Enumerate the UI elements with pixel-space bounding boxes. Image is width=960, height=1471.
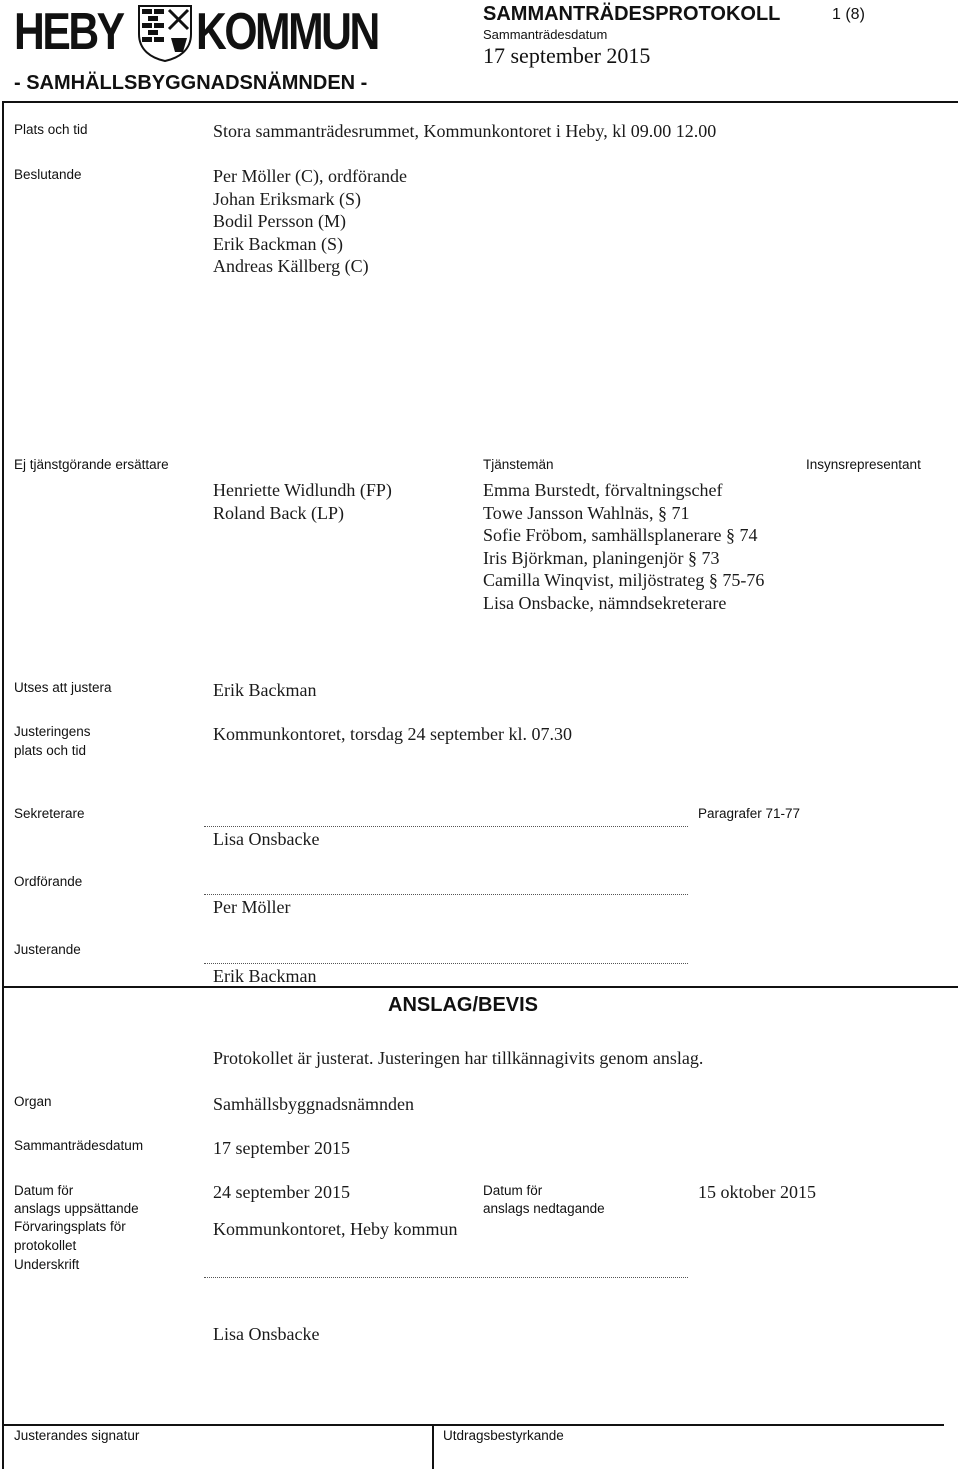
chair-label: Ordförande	[14, 874, 83, 889]
list-item: Towe Jansson Wahlnäs, § 71	[483, 502, 690, 523]
deciding-members-list	[213, 165, 407, 278]
meeting-date-notice: 17 september 2015	[213, 1138, 350, 1158]
chair-name: Per Möller	[213, 897, 291, 917]
list-item: Andreas Källberg (C)	[213, 256, 369, 276]
list-item: Bodil Persson (M)	[213, 211, 347, 231]
list-item: Camilla Winqvist, miljöstrateg § 75-76	[483, 570, 765, 590]
adjustment-place-label-line1: Justeringens	[14, 724, 91, 739]
adjuster-signature-label: Justerande	[14, 942, 81, 957]
notice-title: ANSLAG/BEVIS	[388, 994, 539, 1016]
list-item: Per Möller (C), ordförande	[213, 166, 407, 186]
document-type: SAMMANTRÄDESPROTOKOLL	[483, 3, 781, 25]
adjuster-signature-line	[204, 963, 688, 964]
left-border	[2, 101, 4, 1469]
list-item: Sofie Fröbom, samhällsplanerare § 74	[483, 525, 758, 545]
header-divider	[2, 101, 958, 103]
notice-statement: Protokollet är justerat. Justeringen har tillkännagivits genom anslag.	[213, 1048, 704, 1068]
removal-date: 15 oktober 2015	[698, 1182, 816, 1202]
list-item: Lisa Onsbacke, nämndsekreterare	[483, 592, 727, 613]
secretary-signature-line	[204, 826, 688, 827]
adjuster-label: Utses att justera	[14, 680, 112, 695]
adjustment-place: Kommunkontoret, torsdag 24 september kl. 07.30	[213, 724, 572, 744]
list-item: Emma Burstedt, förvaltningschef	[483, 480, 723, 500]
deciding-label: Beslutande	[14, 167, 82, 182]
secretary-name: Lisa Onsbacke	[213, 829, 320, 849]
officials-label: Tjänstemän	[483, 457, 554, 472]
certification-box-label: Utdragsbestyrkande	[443, 1428, 564, 1443]
notice-signer: Lisa Onsbacke	[213, 1324, 320, 1344]
substitutes-list	[213, 479, 392, 524]
list-item: Iris Björkman, planingenjör § 73	[483, 547, 720, 568]
meeting-date: 17 september 2015	[483, 43, 651, 68]
footer-divider	[2, 1424, 944, 1426]
adjustment-place-label-line2: plats och tid	[14, 743, 87, 758]
posting-date-label-line2: anslags uppsättande	[14, 1201, 139, 1216]
organ-label: Organ	[14, 1094, 52, 1109]
organ-name: Samhällsbyggnadsnämnden	[213, 1094, 414, 1114]
storage-place: Kommunkontoret, Heby kommun	[213, 1219, 458, 1239]
list-item: Henriette Widlundh (FP)	[213, 480, 392, 500]
posting-date: 24 september 2015	[213, 1182, 350, 1202]
list-item: Johan Eriksmark (S)	[213, 188, 361, 209]
notice-divider	[2, 986, 958, 988]
adjuster-signature-name: Erik Backman	[213, 966, 317, 986]
footer-column-divider	[432, 1424, 434, 1469]
adjuster-signature-box-label: Justerandes signatur	[14, 1428, 140, 1443]
place-label: Plats och tid	[14, 122, 88, 137]
paragraphs-range: Paragrafer 71-77	[698, 806, 801, 821]
list-item: Roland Back (LP)	[213, 502, 344, 523]
notice-signature-line	[204, 1277, 688, 1278]
chair-signature-line	[204, 894, 688, 895]
list-item: Erik Backman (S)	[213, 233, 343, 254]
observer-label: Insynsrepresentant	[806, 457, 921, 472]
storage-label-line2: protokollet	[14, 1238, 77, 1253]
meeting-place: Stora sammanträdesrummet, Kommunkontoret i Heby, kl 09.00 12.00	[213, 121, 717, 141]
page-number: 1 (8)	[832, 6, 865, 23]
meeting-date-label: Sammanträdesdatum	[483, 27, 608, 42]
storage-label-line1: Förvaringsplats för	[14, 1219, 126, 1234]
committee-name: - SAMHÄLLSBYGGNADSNÄMNDEN -	[14, 72, 368, 94]
signature-label: Underskrift	[14, 1257, 80, 1272]
logo-kommun: KOMMUN	[196, 3, 378, 61]
municipal-coat-of-arms-icon	[135, 4, 195, 62]
logo-heby: HEBY	[14, 3, 123, 61]
removal-date-label-line2: anslags nedtagande	[483, 1201, 605, 1216]
officials-list	[483, 479, 764, 614]
removal-date-label-line1: Datum för	[483, 1183, 543, 1198]
secretary-label: Sekreterare	[14, 806, 85, 821]
substitutes-label: Ej tjänstgörande ersättare	[14, 457, 169, 472]
meeting-date-label-notice: Sammanträdesdatum	[14, 1138, 144, 1153]
adjuster-name: Erik Backman	[213, 680, 317, 700]
posting-date-label-line1: Datum för	[14, 1183, 74, 1198]
